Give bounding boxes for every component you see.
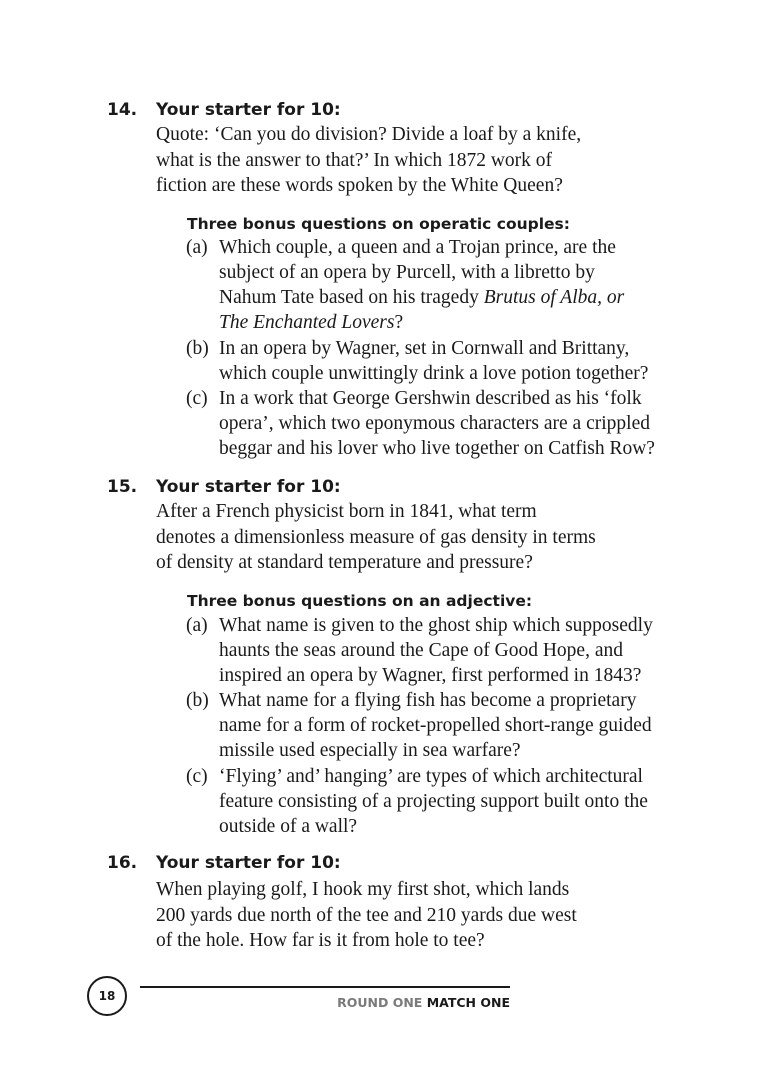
question-number: 14. <box>107 100 138 120</box>
bonus-heading: Three bonus questions on an adjective: <box>187 592 533 610</box>
bonus-text <box>219 386 694 461</box>
text-line <box>219 285 694 310</box>
starter-question <box>156 122 636 199</box>
question-16 <box>0 853 775 951</box>
text-line: inspired an opera by Wagner, first performed in 1843? <box>219 665 642 686</box>
italic-title: Brutus of Alba, or <box>483 287 625 308</box>
bonus-label: (c) <box>186 766 208 787</box>
bonus-label: (b) <box>186 690 209 711</box>
question-number: 16. <box>107 853 138 873</box>
text-line: After a French physicist born in 1841, what term <box>156 501 537 522</box>
text-line: of density at standard temperature and pressure? <box>156 552 533 573</box>
round-label: ROUND ONE <box>337 995 423 1010</box>
italic-title: The Enchanted Lovers <box>219 312 395 333</box>
running-footer <box>300 995 510 1010</box>
text-line: what is the answer to that?’ In which 1872 work of <box>156 149 553 171</box>
match-label: MATCH ONE <box>426 995 510 1010</box>
text-line: name for a form of rocket-propelled short-range guided <box>219 715 652 736</box>
text-line: which couple unwittingly drink a love potion together? <box>219 363 649 384</box>
text-line <box>219 310 694 335</box>
question-number: 15. <box>107 477 138 497</box>
text-line: subject of an opera by Purcell, with a libretto by <box>219 262 595 283</box>
bonus-text <box>219 235 694 335</box>
text-line: outside of a wall? <box>219 816 358 837</box>
starter-title: Your starter for 10: <box>156 853 341 873</box>
text-line: beggar and his lover who live together on Catfish Row? <box>219 438 655 459</box>
text-line: haunts the seas around the Cape of Good Hope, and <box>219 640 623 661</box>
text-line: feature consisting of a projecting support built onto the <box>219 791 648 812</box>
question-header <box>0 100 775 124</box>
bonus-label: (a) <box>186 615 208 636</box>
text-line: of the hole. How far is it from hole to tee? <box>156 930 485 951</box>
starter-title: Your starter for 10: <box>156 100 341 120</box>
text-segment: ? <box>394 312 404 333</box>
bonus-text <box>219 613 694 688</box>
starter-question <box>156 499 636 576</box>
text-segment: Nahum Tate based on his tragedy <box>219 287 479 308</box>
text-line: What name for a flying fish has become a proprietary <box>219 690 637 711</box>
question-15 <box>0 477 775 837</box>
text-line: missile used especially in sea warfare? <box>219 740 521 761</box>
bonus-heading: Three bonus questions on operatic couples: <box>187 215 570 233</box>
text-line: In an opera by Wagner, set in Cornwall and Brittany, <box>219 338 630 359</box>
text-line: In a work that George Gershwin described as his ‘folk <box>219 388 642 409</box>
starter-title: Your starter for 10: <box>156 477 341 497</box>
question-header <box>0 477 775 501</box>
bonus-text <box>219 336 694 386</box>
page-number: 18 <box>87 976 127 1016</box>
text-line: 200 yards due north of the tee and 210 yards due west <box>156 904 577 926</box>
text-line: When playing golf, I hook my first shot, which lands <box>156 879 570 900</box>
question-14 <box>0 100 775 459</box>
starter-question <box>156 877 636 954</box>
text-line: Which couple, a queen and a Trojan prince, are the <box>219 237 616 258</box>
text-line: What name is given to the ghost ship which supposedly <box>219 615 653 636</box>
text-line: denotes a dimensionless measure of gas density in terms <box>156 526 596 548</box>
bonus-label: (a) <box>186 237 208 258</box>
text-line: fiction are these words spoken by the White Queen? <box>156 175 563 196</box>
text-line: opera’, which two eponymous characters are a crippled <box>219 413 650 434</box>
bonus-label: (c) <box>186 388 208 409</box>
bonus-text <box>219 688 694 763</box>
text-line: Quote: ‘Can you do division? Divide a loaf by a knife, <box>156 124 582 145</box>
text-line: ‘Flying’ and’ hanging’ are types of which architectural <box>219 766 643 787</box>
footer-rule <box>140 986 510 988</box>
question-header <box>0 853 775 877</box>
bonus-label: (b) <box>186 338 209 359</box>
bonus-text <box>219 764 694 839</box>
